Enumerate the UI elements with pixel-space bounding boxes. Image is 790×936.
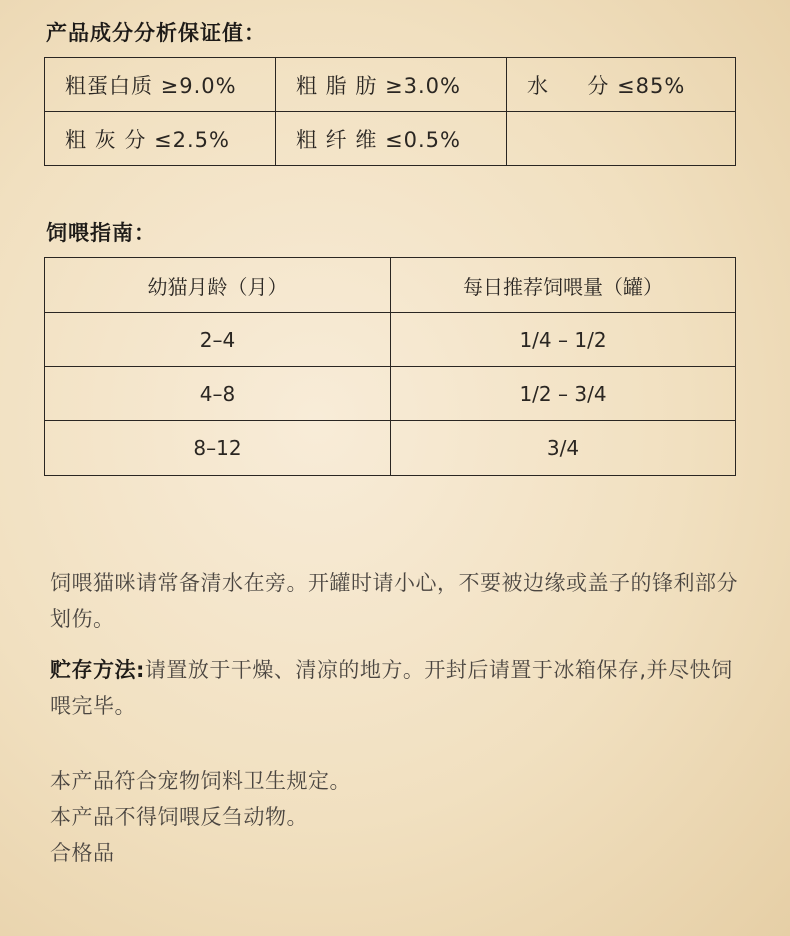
feeding-table: [44, 257, 736, 476]
table-row: [45, 112, 736, 166]
feeding-title: 饲喂指南：: [46, 221, 156, 245]
table-header-row: [45, 258, 736, 313]
quality-mark: 合格品: [50, 841, 115, 865]
composition-table: [44, 57, 736, 166]
age-column-header: 幼猫月龄（月）: [45, 258, 391, 313]
age-cell: 4–8: [45, 367, 391, 421]
feeding-notice: 饲喂猫咪请常备清水在旁。开罐时请小心，不要被边缘或盖子的锋利部分划伤。: [50, 571, 738, 631]
amount-cell: 3/4: [391, 421, 736, 476]
table-row: [45, 58, 736, 112]
age-cell: 2–4: [45, 313, 391, 367]
compliance-statement: 本产品符合宠物饲料卫生规定。: [50, 769, 351, 793]
crude-fat-cell: 粗 脂 肪 ≥3.0%: [276, 58, 507, 112]
crude-protein-cell: 粗蛋白质 ≥9.0%: [45, 58, 276, 112]
storage-text: 请置放于干燥、清凉的地方。开封后请置于冰箱保存,并尽快饲喂完毕。: [50, 658, 733, 718]
storage-label: 贮存方法:: [50, 658, 145, 682]
ruminant-warning: 本产品不得饲喂反刍动物。: [50, 805, 308, 829]
crude-fiber-cell: 粗 纤 维 ≤0.5%: [276, 112, 507, 166]
age-cell: 8–12: [45, 421, 391, 476]
storage-instructions: [50, 652, 750, 724]
amount-cell: 1/2 – 3/4: [391, 367, 736, 421]
table-row: [45, 367, 736, 421]
empty-cell: [507, 112, 736, 166]
table-row: [45, 313, 736, 367]
crude-ash-cell: 粗 灰 分 ≤2.5%: [45, 112, 276, 166]
amount-column-header: 每日推荐饲喂量（罐）: [391, 258, 736, 313]
amount-cell: 1/4 – 1/2: [391, 313, 736, 367]
table-row: [45, 421, 736, 476]
moisture-cell: 水 分 ≤85%: [507, 58, 736, 112]
composition-title: 产品成分分析保证值：: [46, 21, 266, 45]
